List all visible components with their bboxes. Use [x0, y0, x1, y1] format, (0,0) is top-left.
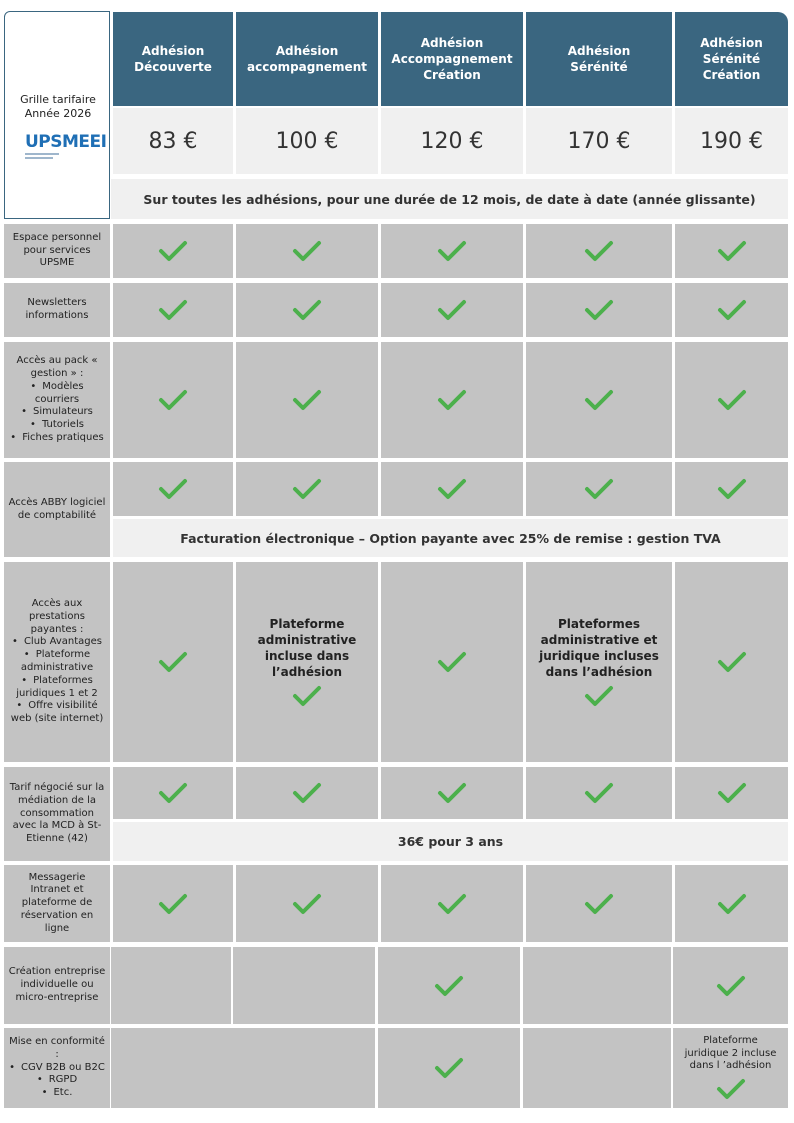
- plan-price-serenite-creation: 190 €: [675, 108, 788, 174]
- check-icon: [584, 477, 614, 501]
- check-icon: [437, 477, 467, 501]
- check-icon: [437, 892, 467, 916]
- check-icon: [717, 892, 747, 916]
- check-cell: [113, 224, 233, 278]
- check-icon: [434, 974, 464, 998]
- check-icon: [717, 298, 747, 322]
- prestations-list: [8, 636, 106, 726]
- check-icon: [584, 388, 614, 412]
- conformite-list: [9, 1062, 105, 1100]
- check-icon: [158, 239, 188, 263]
- check-cell: [113, 342, 233, 458]
- plan-header-accompagnement: Adhésion accompagnement: [236, 12, 378, 106]
- check-icon: [437, 298, 467, 322]
- row-label-pack-gestion: [4, 342, 110, 458]
- list-item: • Club Avantages: [8, 636, 106, 649]
- row-label-newsletters: [4, 283, 110, 337]
- check-cell: [526, 865, 672, 942]
- plan-header-serenite-creation: Adhésion Sérénité Création: [675, 12, 788, 106]
- row-label-creation-text: Création entreprise individuelle ou micro-entreprise: [8, 966, 106, 1003]
- row-label-prestations: [4, 562, 110, 762]
- check-icon: [434, 1056, 464, 1080]
- check-icon: [292, 388, 322, 412]
- check-cell: [113, 767, 233, 819]
- row-label-mediation-text: Tarif négocié sur la médiation de la consommation avec la MCD à St-Etienne (42): [9, 782, 105, 845]
- check-cell: [526, 342, 672, 458]
- check-cell: [675, 342, 788, 458]
- check-cell: [113, 462, 233, 516]
- check-icon: [158, 650, 188, 674]
- check-icon: [292, 477, 322, 501]
- check-cell: [381, 224, 523, 278]
- note-cell-serenite-creation: [673, 1028, 788, 1108]
- check-icon: [717, 239, 747, 263]
- check-cell: [673, 947, 788, 1024]
- check-cell: [113, 562, 233, 762]
- check-icon: [717, 650, 747, 674]
- plan-price-decouverte: 83 €: [113, 108, 233, 174]
- check-cell: [381, 562, 523, 762]
- check-icon: [292, 239, 322, 263]
- row-label-messagerie-text: Messagerie Intranet et plateforme de réservation en ligne: [20, 871, 94, 934]
- row-label-mediation: [4, 767, 110, 861]
- check-cell: [236, 767, 378, 819]
- check-icon: [437, 239, 467, 263]
- e-invoicing-option-band: Facturation électronique – Option payante avec 25% de remise : gestion TVA: [113, 519, 788, 557]
- plan-price-accompagnement: 100 €: [236, 108, 378, 174]
- check-icon: [584, 684, 614, 708]
- upsme-logo: [25, 132, 107, 164]
- grid-title-card: [4, 11, 110, 219]
- mediation-price-band: 36€ pour 3 ans: [113, 822, 788, 861]
- check-icon: [158, 892, 188, 916]
- check-cell: [236, 224, 378, 278]
- plan-price-accompagnement-creation: 120 €: [381, 108, 523, 174]
- check-icon: [158, 781, 188, 805]
- row-label-messagerie: [4, 865, 110, 942]
- check-icon: [158, 477, 188, 501]
- pack-gestion-list: [8, 381, 106, 445]
- check-cell: [381, 767, 523, 819]
- list-item: • CGV B2B ou B2C: [9, 1062, 105, 1075]
- list-item: • Simulateurs: [8, 406, 106, 419]
- check-icon: [158, 298, 188, 322]
- check-cell: [236, 342, 378, 458]
- check-cell: [381, 283, 523, 337]
- empty-cell: [523, 1028, 671, 1108]
- check-cell: [113, 283, 233, 337]
- row-label-abby: [4, 462, 110, 557]
- check-cell: [526, 224, 672, 278]
- empty-cell: [233, 947, 375, 1024]
- check-cell: [675, 283, 788, 337]
- list-item: • Tutoriels: [8, 419, 106, 432]
- list-item: • Fiches pratiques: [8, 432, 106, 445]
- duration-banner: Sur toutes les adhésions, pour une durée de 12 mois, de date à date (année glissante): [111, 179, 788, 219]
- row-label-abby-text: Accès ABBY logiciel de comptabilité: [8, 496, 106, 521]
- check-cell: [381, 865, 523, 942]
- row-label-creation: [4, 947, 110, 1024]
- check-icon: [292, 781, 322, 805]
- list-item: • Modèles courriers: [8, 381, 106, 407]
- row-label-pack-gestion-intro: Accès au pack « gestion » :: [16, 355, 98, 379]
- row-label-newsletters-text: Newsletters informations: [25, 297, 89, 321]
- row-label-conformite-intro: Mise en conformité :: [9, 1036, 105, 1060]
- check-cell: [526, 767, 672, 819]
- check-cell: [675, 462, 788, 516]
- grid-title: Grille tarifaire Année 2026: [20, 93, 96, 120]
- check-cell: [675, 865, 788, 942]
- check-icon: [716, 1077, 746, 1101]
- list-item: • Etc.: [9, 1087, 105, 1100]
- plan-price-serenite: 170 €: [526, 108, 672, 174]
- plan-header-accompagnement-creation: Adhésion Accompagnement Création: [381, 12, 523, 106]
- check-icon: [292, 298, 322, 322]
- check-cell: [236, 865, 378, 942]
- check-cell: [675, 767, 788, 819]
- check-icon: [584, 298, 614, 322]
- row-label-prestations-intro: Accès aux prestations payantes :: [28, 598, 85, 635]
- empty-cell: [111, 947, 231, 1024]
- check-icon: [437, 650, 467, 674]
- empty-cell: [111, 1028, 375, 1108]
- list-item: • Plateforme administrative: [8, 649, 106, 675]
- admin-platform-included-note: Plateforme administrative incluse dans l’adhésion: [257, 617, 357, 679]
- check-cell: [378, 947, 520, 1024]
- check-icon: [158, 388, 188, 412]
- plan-header-decouverte: Adhésion Découverte: [113, 12, 233, 106]
- check-icon: [292, 684, 322, 708]
- check-icon: [716, 974, 746, 998]
- plan-header-serenite: Adhésion Sérénité: [526, 12, 672, 106]
- check-cell: [675, 224, 788, 278]
- check-cell: [236, 462, 378, 516]
- row-label-espace-text: Espace personnel pour services UPSME: [12, 231, 102, 269]
- empty-cell: [523, 947, 671, 1024]
- check-cell: [378, 1028, 520, 1108]
- check-icon: [437, 781, 467, 805]
- check-cell: [675, 562, 788, 762]
- check-icon: [437, 388, 467, 412]
- row-label-espace: [4, 224, 110, 278]
- check-icon: [717, 781, 747, 805]
- check-cell: [381, 342, 523, 458]
- list-item: • Plateformes juridiques 1 et 2: [8, 675, 106, 701]
- note-cell-accompagnement: [236, 562, 378, 762]
- check-icon: [292, 892, 322, 916]
- platforms-included-note: Plateformes administrative et juridique incluses dans l’adhésion: [539, 617, 659, 679]
- list-item: • RGPD: [9, 1074, 105, 1087]
- check-icon: [584, 781, 614, 805]
- check-cell: [381, 462, 523, 516]
- check-icon: [717, 388, 747, 412]
- logo-text: UPSMEEI: [25, 132, 107, 152]
- check-icon: [584, 239, 614, 263]
- check-icon: [717, 477, 747, 501]
- check-icon: [584, 892, 614, 916]
- note-cell-serenite: [526, 562, 672, 762]
- row-label-conformite: [4, 1028, 110, 1108]
- legal-platform-included-note: Plateforme juridique 2 incluse dans l ’adhésion: [684, 1034, 777, 1072]
- check-cell: [113, 865, 233, 942]
- check-cell: [236, 283, 378, 337]
- list-item: • Offre visibilité web (site internet): [8, 700, 106, 726]
- check-cell: [526, 462, 672, 516]
- check-cell: [526, 283, 672, 337]
